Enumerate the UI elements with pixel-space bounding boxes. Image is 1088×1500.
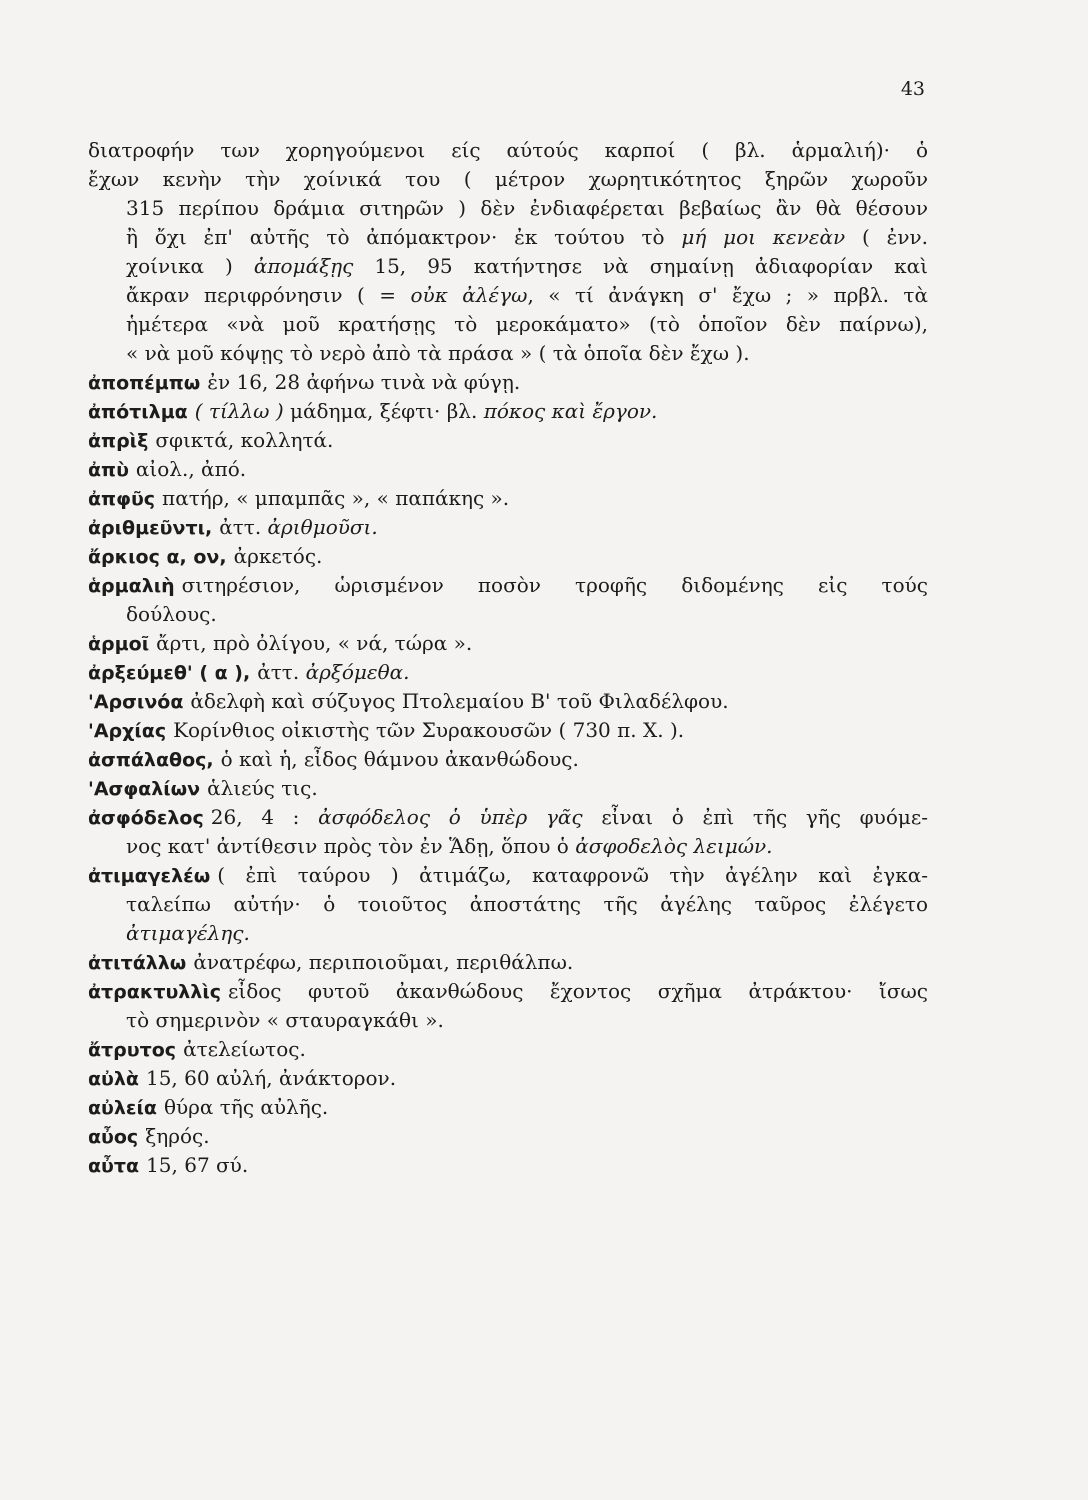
definition: ἀρκετός. (233, 544, 323, 568)
intro-line (88, 165, 928, 194)
definition: 15, 60 αὐλή, ἀνάκτορον. (145, 1066, 397, 1090)
headword: ἀτρακτυλλὶς (88, 981, 221, 1003)
intro-line (88, 252, 928, 281)
headword: αὐλὰ (88, 1068, 139, 1090)
page-number: 43 (900, 78, 925, 100)
headword: ἀριθμεῦντι, (88, 517, 213, 539)
entry (88, 745, 928, 774)
entry (88, 658, 928, 687)
entry (88, 484, 928, 513)
entry (88, 1151, 928, 1180)
italic-text: μή μοι κενεὰν (681, 225, 846, 249)
definition: ( ἐπὶ ταύρου ) ἀτιμάζω, καταφρονῶ τὴν ἀγέλην καὶ ἐγκα- (217, 863, 928, 887)
entry (88, 774, 928, 803)
entry (88, 1035, 928, 1064)
entry-continuation (88, 919, 928, 948)
definition: ἀττ. (219, 515, 268, 539)
intro-line (88, 194, 928, 223)
text: ἡμέτερα «νὰ μοῦ κρατήσῃς τὸ μεροκάματο» (τὸ ὁποῖον δὲν παίρνω), (126, 312, 928, 336)
text: ἄκραν περιφρόνησιν ( = (126, 283, 411, 307)
definition: ἐν 16, 28 ἀφήνω τινὰ νὰ φύγῃ. (207, 370, 521, 394)
text: « νὰ μοῦ κόψῃς τὸ νερὸ ἀπὸ τὰ πράσα » ( τὰ ὁποῖα δὲν ἔχω ). (126, 341, 750, 365)
italic-text: ἀτιμαγέλης. (126, 921, 250, 945)
definition: 26, 4 : (210, 805, 319, 829)
definition: δούλους. (126, 602, 217, 626)
text: ἢ ὄχι ἐπ' αὐτῆς τὸ ἀπόμακτρον· ἐκ τούτου τὸ (126, 225, 682, 249)
page-body (88, 136, 928, 1180)
intro-line (88, 223, 928, 252)
definition: τὸ σημερινὸν « σταυραγκάθι ». (126, 1008, 444, 1032)
entry (88, 455, 928, 484)
definition: ἀδελφὴ καὶ σύζυγος Πτολεμαίου Β' τοῦ Φιλαδέλφου. (190, 689, 729, 713)
definition: 15, 67 σύ. (146, 1153, 249, 1177)
definition: Κορίνθιος οἰκιστὴς τῶν Συρακουσῶν ( 730 π. Χ. ). (173, 718, 685, 742)
text: 15, 95 κατήντησε νὰ σημαίνῃ ἀδιαφορίαν καὶ (353, 254, 928, 278)
entry (88, 1064, 928, 1093)
text: ἔχων κενὴν τὴν χοίνικά του ( μέτρον χωρητικότητος ξηρῶν χωροῦν (88, 167, 928, 191)
headword: ἀπότιλμα (88, 401, 188, 423)
definition: ταλείπω αὐτήν· ὁ τοιοῦτος ἀποστάτης τῆς ἀγέλης ταῦρος ἐλέγετο (126, 892, 928, 916)
entry-continuation (88, 600, 928, 629)
definition: ἀνατρέφω, περιποιοῦμαι, περιθάλπω. (193, 950, 574, 974)
italic-text: ἀσφόδελος ὁ ὑπὲρ γᾶς (318, 805, 583, 829)
definition: ἄρτι, πρὸ ὀλίγου, « νά, τώρα ». (156, 631, 473, 655)
headword: 'Ασφαλίων (88, 778, 201, 800)
entry (88, 513, 928, 542)
italic-text: ἀριθμοῦσι. (267, 515, 378, 539)
definition: ἀττ. (257, 660, 306, 684)
definition: σφικτά, κολλητά. (155, 428, 334, 452)
italic-text: οὐκ ἀλέγω (410, 283, 528, 307)
text: ( ἐνν. (845, 225, 928, 249)
definition: μάδημα, ξέφτι· βλ. (283, 399, 484, 423)
headword: αὐλεία (88, 1097, 157, 1119)
entry (88, 397, 928, 426)
entry (88, 687, 928, 716)
entry (88, 977, 928, 1006)
headword: ἀπφῦς (88, 488, 156, 510)
italic-text: ἀπομάξῃς (253, 254, 354, 278)
entry (88, 571, 928, 600)
definition: αἰολ., ἀπό. (135, 457, 247, 481)
entry (88, 1122, 928, 1151)
entry-continuation (88, 1006, 928, 1035)
headword: ἀσφόδελος (88, 807, 204, 829)
text: , « τί ἀνάγκη σ' ἔχω ; » πρβλ. τὰ (527, 283, 928, 307)
text: χοίνικα ) (126, 254, 254, 278)
intro-line (88, 136, 928, 165)
intro-line (88, 281, 928, 310)
entry (88, 803, 928, 832)
headword: αὖτα (88, 1155, 140, 1177)
headword: ἀπρὶξ (88, 430, 149, 452)
definition: πατήρ, « μπαμπᾶς », « παπάκης ». (162, 486, 510, 510)
italic-text: πόκος καὶ ἔργον. (483, 399, 658, 423)
headword: ἀτιμαγελέω (88, 865, 211, 887)
entry-continuation (88, 890, 928, 919)
intro-line (88, 339, 928, 368)
entry (88, 861, 928, 890)
headword: ἁρμαλιὴ (88, 575, 175, 597)
definition: σιτηρέσιον, ὡρισμένον ποσὸν τροφῆς διδομένης εἰς τούς (181, 573, 928, 597)
definition: νος κατ' ἀντίθεσιν πρὸς τὸν ἐν Ἅδῃ, ὅπου ὁ (126, 834, 576, 858)
headword: ἄτρυτος (88, 1039, 177, 1061)
definition: ἀτελείωτος. (183, 1037, 306, 1061)
definition: ἁλιεύς τις. (207, 776, 318, 800)
definition: ξηρός. (145, 1124, 210, 1148)
definition: ὁ καὶ ἡ, εἶδος θάμνου ἀκανθώδους. (220, 747, 579, 771)
definition: θύρα τῆς αὐλῆς. (163, 1095, 329, 1119)
entry (88, 368, 928, 397)
headword: ἀποπέμπω (88, 372, 201, 394)
definition: εἶδος φυτοῦ ἀκανθώδους ἔχοντος σχῆμα ἀτράκτου· ἴσως (228, 979, 928, 1003)
text: διατροφήν των χορηγούμενοι είς αύτούς καρποί ( βλ. ἁρμαλιή)· ὁ (88, 138, 928, 162)
entry (88, 716, 928, 745)
entry (88, 948, 928, 977)
headword: 'Αρχίας (88, 720, 167, 742)
headword: ἀρξεύμεθ' ( α ), (88, 662, 251, 684)
intro-line (88, 310, 928, 339)
definition: εἶναι ὁ ἐπὶ τῆς γῆς φυόμε- (582, 805, 928, 829)
entry (88, 1093, 928, 1122)
headword: αὖος (88, 1126, 139, 1148)
entry (88, 542, 928, 571)
headword: ἄρκιος α, ον, (88, 546, 227, 568)
entry-continuation (88, 832, 928, 861)
entry (88, 426, 928, 455)
italic-text: ἀρξόμεθα. (305, 660, 410, 684)
text: 315 περίπου δράμια σιτηρῶν ) δὲν ἐνδιαφέρεται βεβαίως ἂν θὰ θέσουν (126, 196, 928, 220)
headword: ἀσπάλαθος, (88, 749, 214, 771)
headword: 'Αρσινόα (88, 691, 184, 713)
headword: ἀτιτάλλω (88, 952, 187, 974)
entry (88, 629, 928, 658)
headword: ἁρμοῖ (88, 633, 150, 655)
italic-text: ( τίλλω ) (194, 399, 284, 423)
italic-text: ἀσφοδελὸς λειμών. (575, 834, 773, 858)
headword: ἀπὺ (88, 459, 129, 481)
